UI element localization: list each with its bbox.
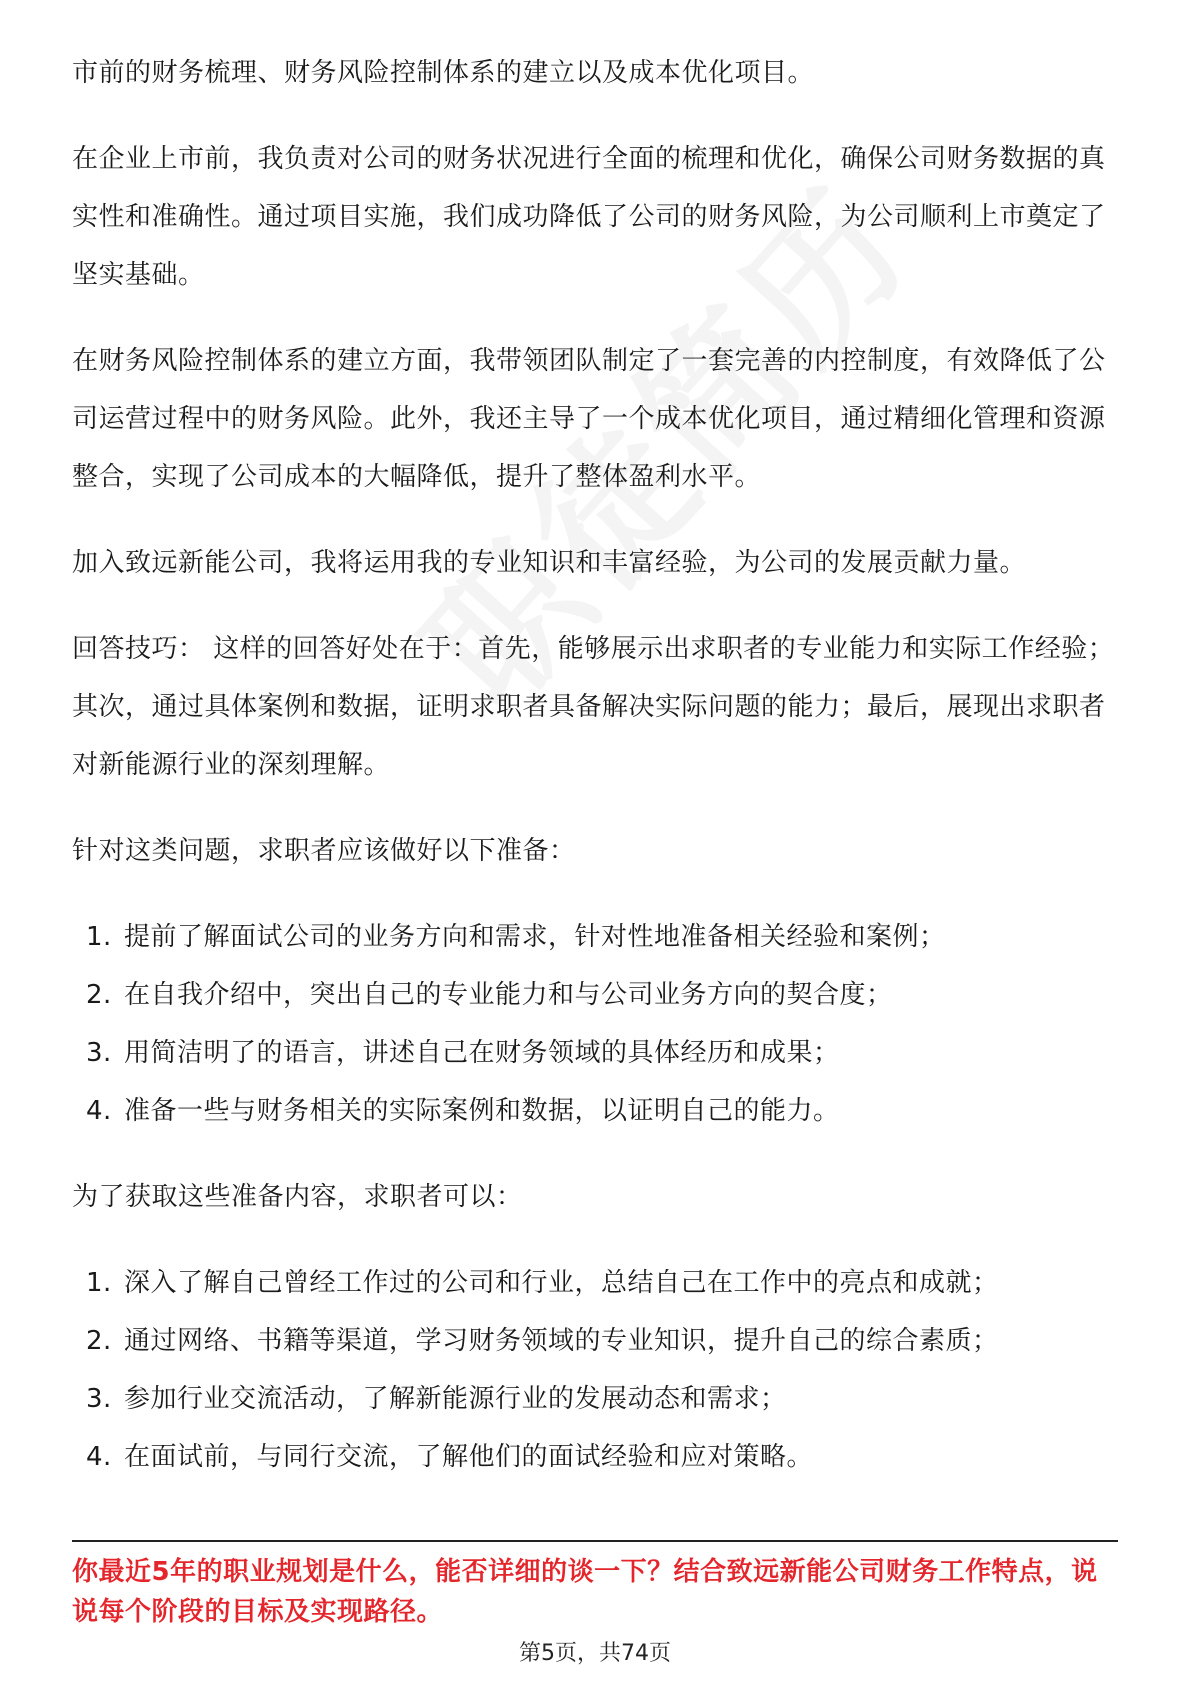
acquisition-intro: 为了获取这些准备内容，求职者可以： [72,1182,523,1212]
list-number: 2. [86,1326,112,1356]
list-item-text: 参加行业交流活动，了解新能源行业的发展动态和需求； [124,1384,787,1414]
paragraph: 市前的财务梳理、财务风险控制体系的建立以及成本优化项目。 [72,58,815,88]
list-item [72,1312,1118,1370]
paragraph: 在企业上市前，我负责对公司的财务状况进行全面的梳理和优化，确保公司财务数据的真实性和准确性。通过项目实施，我们成功降低了公司的财务风险，为公司顺利上市奠定了坚实基础。 [72,144,1106,290]
list-item-text: 在面试前，与同行交流，了解他们的面试经验和应对策略。 [124,1442,814,1472]
list-item [72,908,1118,966]
acquisition-list [72,1254,1118,1486]
list-number: 1. [86,922,112,952]
list-item-text: 用简洁明了的语言，讲述自己在财务领域的具体经历和成果； [124,1038,840,1068]
page-number: 第5页，共74页 [519,1641,671,1666]
list-item [72,1254,1118,1312]
list-item-text: 深入了解自己曾经工作过的公司和行业，总结自己在工作中的亮点和成就； [124,1268,999,1298]
list-number: 3. [86,1038,112,1068]
list-number: 2. [86,980,112,1010]
list-item-text: 准备一些与财务相关的实际案例和数据，以证明自己的能力。 [124,1096,840,1126]
preparation-intro: 针对这类问题，求职者应该做好以下准备： [72,836,576,866]
list-number: 4. [86,1096,112,1126]
list-number: 1. [86,1268,112,1298]
list-number: 3. [86,1384,112,1414]
paragraph: 在财务风险控制体系的建立方面，我带领团队制定了一套完善的内控制度，有效降低了公司运营过程中的财务风险。此外，我还主导了一个成本优化项目，通过精细化管理和资源整合，实现了公司成本的大幅降低，提升了整体盈利水平。 [72,346,1106,492]
list-item [72,1370,1118,1428]
list-item-text: 提前了解面试公司的业务方向和需求，针对性地准备相关经验和案例； [124,922,946,952]
list-item-text: 通过网络、书籍等渠道，学习财务领域的专业知识，提升自己的综合素质； [124,1326,999,1356]
main-content [72,44,1118,1514]
list-item [72,1024,1118,1082]
preparation-list [72,908,1118,1140]
section-divider [72,1540,1118,1542]
list-item [72,1082,1118,1140]
paragraph: 加入致远新能公司，我将运用我的专业知识和丰富经验，为公司的发展贡献力量。 [72,548,1027,578]
list-item [72,966,1118,1024]
list-item [72,1428,1118,1486]
next-question-heading: 你最近5年的职业规划是什么，能否详细的谈一下？结合致远新能公司财务工作特点，说说每个阶段的目标及实现路径。 [72,1557,1098,1627]
list-item-text: 在自我介绍中，突出自己的专业能力和与公司业务方向的契合度； [124,980,893,1010]
answer-tip-paragraph: 回答技巧： 这样的回答好处在于：首先，能够展示出求职者的专业能力和实际工作经验；其次，通过具体案例和数据，证明求职者具备解决实际问题的能力；最后，展现出求职者对新能源行业的深刻理解。 [72,634,1115,780]
list-number: 4. [86,1442,112,1472]
